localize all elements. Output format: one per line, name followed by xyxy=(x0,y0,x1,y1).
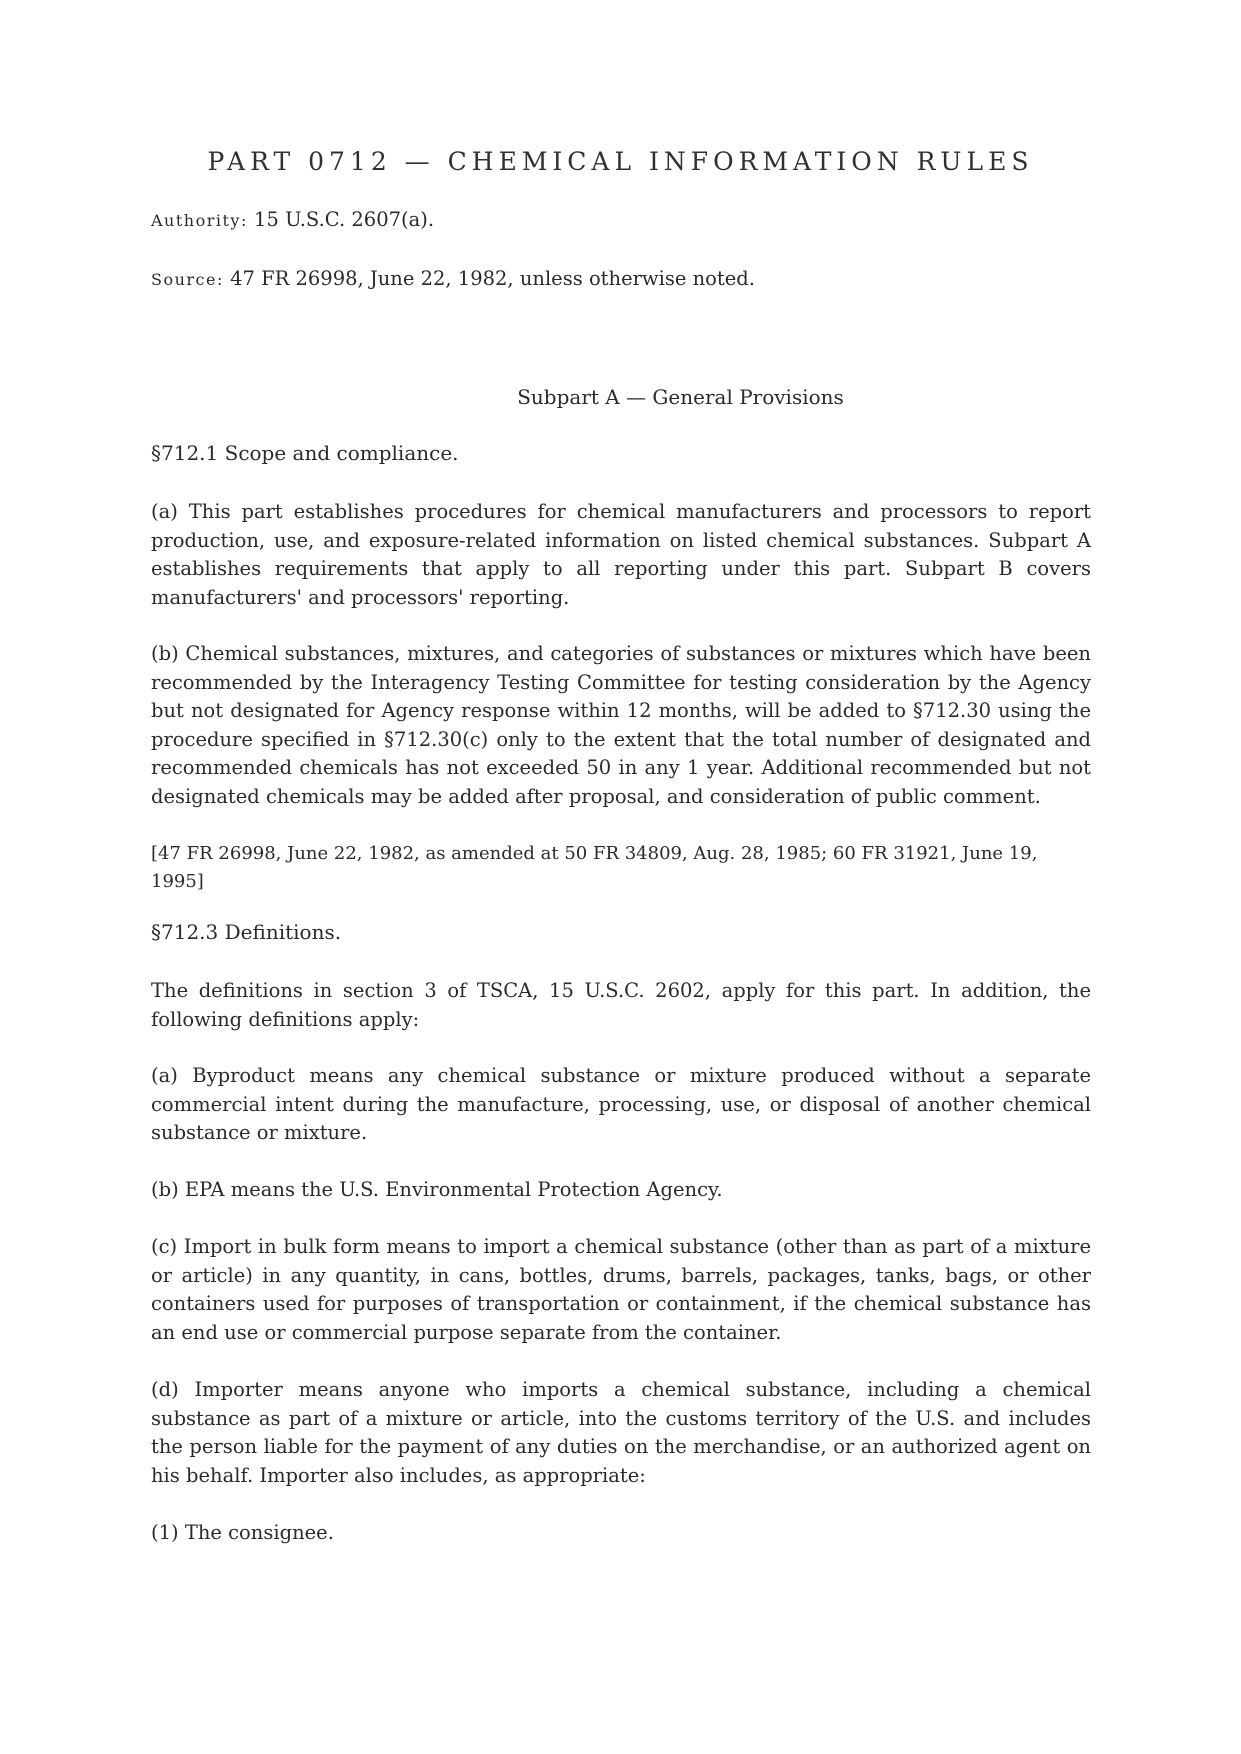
definition-b: (b) EPA means the U.S. Environmental Protection Agency. xyxy=(151,1178,723,1201)
definition-d-item-1: (1) The consignee. xyxy=(151,1521,334,1544)
section-712-1-para-a: (a) This part establishes procedures for chemical manufacturers and processors to report production, use, and exposure-related information on listed chemical substances. Subpart A establishes requirements that apply to all reporting under this part. Subpart B covers manufacturers' and processors' reporting. xyxy=(151,500,1091,609)
page-title: PART 0712 — CHEMICAL INFORMATION RULES xyxy=(207,147,1034,176)
authority-label: Authority: xyxy=(151,211,248,230)
section-712-1-heading: §712.1 Scope and compliance. xyxy=(151,441,459,465)
definition-a: (a) Byproduct means any chemical substance or mixture produced without a separate commercial intent during the manufacture, processing, use, or disposal of another chemical substance or mixture. xyxy=(151,1064,1091,1144)
section-712-1-para-b: (b) Chemical substances, mixtures, and categories of substances or mixtures which have been recommended by the Interagency Testing Committee for testing consideration by the Agency but not designated for Agency response within 12 months, will be added to §712.30 using the procedure specified in §712.30(c) only to the extent that the total number of designated and recommended chemicals has not exceeded 50 in any 1 year. Additional recommended but not designated chemicals may be added after proposal, and consideration of public comment. xyxy=(151,642,1091,808)
definition-d: (d) Importer means anyone who imports a chemical substance, including a chemical substance as part of a mixture or article, into the customs territory of the U.S. and includes the person liable for the payment of any duties on the merchandise, or an authorized agent on his behalf. Importer also includes, as appropriate: xyxy=(151,1378,1091,1487)
source-text: 47 FR 26998, June 22, 1982, unless otherwise noted. xyxy=(223,267,755,290)
section-712-1-citation: [47 FR 26998, June 22, 1982, as amended at 50 FR 34809, Aug. 28, 1985; 60 FR 31921, June 19, 1995] xyxy=(151,843,1038,892)
source-line xyxy=(151,265,1091,295)
authority-text: 15 U.S.C. 2607(a). xyxy=(247,208,435,231)
source-label: Source: xyxy=(151,270,224,289)
subpart-heading: Subpart A — General Provisions xyxy=(517,385,844,409)
authority-line xyxy=(151,206,1091,236)
section-712-3-heading: §712.3 Definitions. xyxy=(151,920,342,944)
section-712-3-intro: The definitions in section 3 of TSCA, 15 U.S.C. 2602, apply for this part. In addition, the following definitions apply: xyxy=(151,979,1091,1031)
definition-c: (c) Import in bulk form means to import a chemical substance (other than as part of a mixture or article) in any quantity, in cans, bottles, drums, barrels, packages, tanks, bags, or other containers used for purposes of transportation or containment, if the chemical substance has an end use or commercial purpose separate from the container. xyxy=(151,1235,1091,1344)
